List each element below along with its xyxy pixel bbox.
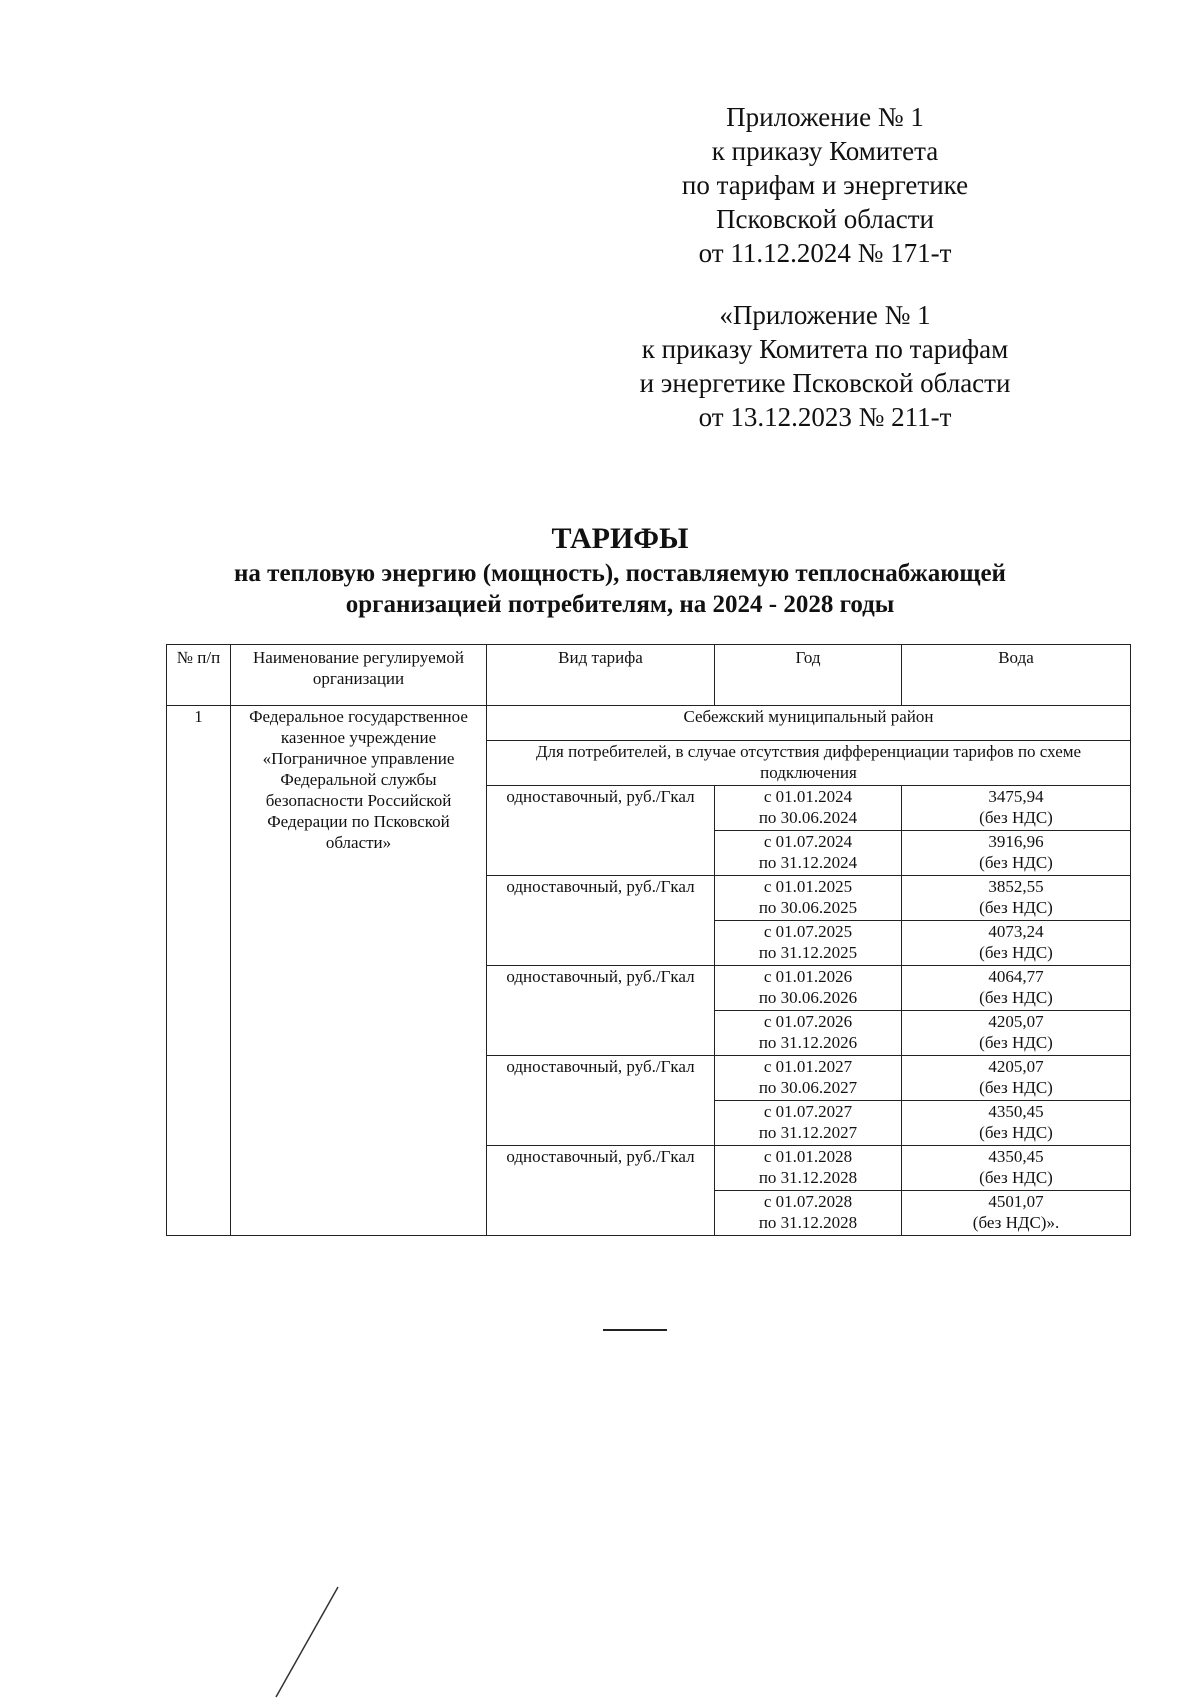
tariff-value-cell — [902, 1056, 1131, 1101]
tariff-value: 4205,07 — [988, 1057, 1044, 1076]
period-cell — [715, 786, 902, 831]
period-to: по 31.12.2024 — [758, 853, 858, 872]
header-water: Вода — [902, 645, 1131, 706]
period-cell — [715, 1101, 902, 1146]
period-cell — [715, 831, 902, 876]
end-separator-line — [603, 1329, 667, 1331]
pen-stroke-mark — [268, 1585, 348, 1705]
period-from: с 01.07.2028 — [763, 1192, 853, 1211]
vat-note: (без НДС) — [979, 1123, 1053, 1142]
tariff-value: 4205,07 — [988, 1012, 1044, 1031]
appendix-line: и энергетике Псковской области — [639, 368, 1011, 398]
period-from: с 01.07.2026 — [763, 1012, 853, 1031]
tariff-value-cell — [902, 1146, 1131, 1191]
vat-note: (без НДС) — [979, 898, 1053, 917]
tariff-value: 3916,96 — [988, 832, 1044, 851]
tariff-value-cell — [902, 831, 1131, 876]
appendix-line: к приказу Комитета по тарифам — [641, 334, 1009, 364]
header-year: Год — [715, 645, 902, 706]
tariff-type-cell: одноставочный, руб./Гкал — [487, 876, 715, 966]
period-to: по 30.06.2025 — [758, 898, 858, 917]
tariff-value: 3475,94 — [988, 787, 1044, 806]
tariff-value-cell — [902, 786, 1131, 831]
tariff-value-cell — [902, 1191, 1131, 1236]
tariff-value: 4073,24 — [988, 922, 1044, 941]
table-row — [167, 706, 1131, 741]
period-cell — [715, 921, 902, 966]
period-from: с 01.07.2024 — [763, 832, 853, 851]
vat-note: (без НДС) — [979, 808, 1053, 827]
period-cell — [715, 1146, 902, 1191]
vat-note: (без НДС)». — [972, 1213, 1060, 1232]
header-tariff-type: Вид тарифа — [487, 645, 715, 706]
consumers-note: Для потребителей, в случае отсутствия дифференциации тарифов по схеме подключения — [487, 741, 1131, 786]
tariff-value: 4350,45 — [988, 1102, 1044, 1121]
pen-stroke-line — [276, 1587, 338, 1697]
period-cell — [715, 966, 902, 1011]
period-from: с 01.01.2025 — [763, 877, 853, 896]
appendix-line: от 13.12.2023 № 211-т — [698, 402, 952, 432]
period-cell — [715, 1056, 902, 1101]
appendix-line: к приказу Комитета — [711, 136, 939, 166]
appendix-header-current — [620, 100, 1030, 270]
period-from: с 01.07.2027 — [763, 1102, 853, 1121]
header-organization: Наименование регулируемой организации — [231, 645, 487, 706]
tariff-value-cell — [902, 966, 1131, 1011]
tariff-type-cell: одноставочный, руб./Гкал — [487, 1146, 715, 1236]
title-line: организацией потребителям, на 2024 - 2028 годы — [345, 591, 895, 618]
vat-note: (без НДС) — [979, 853, 1053, 872]
period-cell — [715, 876, 902, 921]
period-to: по 31.12.2028 — [758, 1213, 858, 1232]
period-to: по 31.12.2025 — [758, 943, 858, 962]
header-num: № п/п — [167, 645, 231, 706]
tariff-value: 4064,77 — [988, 967, 1044, 986]
period-from: с 01.01.2024 — [763, 787, 853, 806]
appendix-line: от 11.12.2024 № 171-т — [698, 238, 952, 268]
vat-note: (без НДС) — [979, 943, 1053, 962]
period-to: по 31.12.2026 — [758, 1033, 858, 1052]
vat-note: (без НДС) — [979, 1168, 1053, 1187]
title-line: на тепловую энергию (мощность), поставляемую теплоснабжающей — [234, 560, 1006, 587]
tariff-table — [166, 644, 1131, 1236]
period-from: с 01.01.2028 — [763, 1147, 853, 1166]
appendix-header-previous — [620, 298, 1030, 434]
appendix-line: по тарифам и энергетике — [681, 170, 969, 200]
tariff-value: 3852,55 — [988, 877, 1044, 896]
tariff-value: 4350,45 — [988, 1147, 1044, 1166]
period-from: с 01.07.2025 — [763, 922, 853, 941]
appendix-line: Псковской области — [715, 204, 934, 234]
appendix-line: «Приложение № 1 — [719, 300, 931, 330]
period-to: по 30.06.2027 — [758, 1078, 858, 1097]
period-from: с 01.01.2027 — [763, 1057, 853, 1076]
tariff-value-cell — [902, 1101, 1131, 1146]
period-to: по 30.06.2026 — [758, 988, 858, 1007]
tariff-type-cell: одноставочный, руб./Гкал — [487, 786, 715, 876]
period-cell — [715, 1011, 902, 1056]
document-title — [150, 520, 1090, 620]
title-main: ТАРИФЫ — [551, 522, 689, 555]
appendix-line: Приложение № 1 — [726, 102, 924, 132]
table-header-row — [167, 645, 1131, 706]
tariff-value: 4501,07 — [988, 1192, 1044, 1211]
period-to: по 31.12.2027 — [758, 1123, 858, 1142]
tariff-type-cell: одноставочный, руб./Гкал — [487, 966, 715, 1056]
organization-name: Федеральное государственное казенное учреждение «Пограничное управление Федеральной службы безопасности Российской Федерации по Псковской области» — [231, 706, 487, 1236]
row-number: 1 — [167, 706, 231, 1236]
tariff-type-cell: одноставочный, руб./Гкал — [487, 1056, 715, 1146]
period-cell — [715, 1191, 902, 1236]
tariff-value-cell — [902, 921, 1131, 966]
tariff-value-cell — [902, 1011, 1131, 1056]
vat-note: (без НДС) — [979, 988, 1053, 1007]
period-from: с 01.01.2026 — [763, 967, 853, 986]
period-to: по 31.12.2028 — [758, 1168, 858, 1187]
tariff-value-cell — [902, 876, 1131, 921]
vat-note: (без НДС) — [979, 1033, 1053, 1052]
region-name: Себежский муниципальный район — [487, 706, 1131, 741]
vat-note: (без НДС) — [979, 1078, 1053, 1097]
period-to: по 30.06.2024 — [758, 808, 858, 827]
